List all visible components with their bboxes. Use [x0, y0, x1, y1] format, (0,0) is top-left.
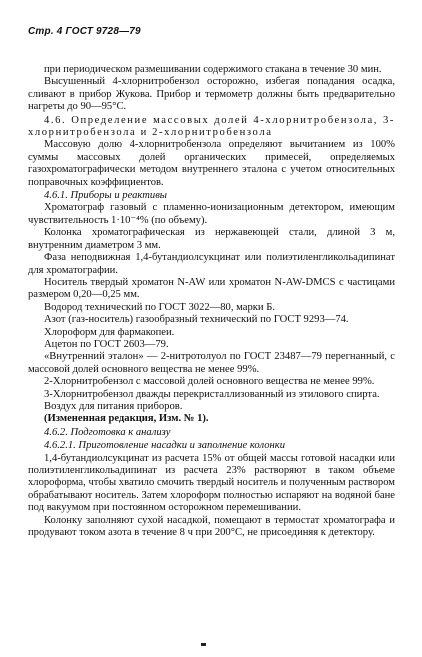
paragraph: Фаза неподвижная 1,4-бутандиолсукцинат или полиэтиленгликольадипинат для хроматографии.	[28, 252, 395, 276]
paragraph: Массовую долю 4-хлорнитробензола определяют вычитанием из 100% суммы массовых долей органических примесей, определяемых газохроматографически методом внутреннего эталона с учетом относительных поправочных коэффициентов.	[28, 139, 395, 188]
paragraph: Колонку заполняют сухой насадкой, помещают в термостат хроматографа и продувают током азота в течение 8 ч при 200°С, не присоединяя к детектору.	[28, 514, 395, 539]
subsection-heading: 4.6.2.1. Приготовление насадки и заполнение колонки	[44, 440, 285, 452]
document-body	[28, 64, 395, 539]
paragraph: 2-Хлорнитробензол с массовой долей основного вещества не менее 99%.	[44, 376, 375, 388]
paragraph: Ацетон по ГОСТ 2603—79.	[44, 338, 169, 350]
page-header: Стр. 4 ГОСТ 9728—79	[28, 26, 141, 37]
paragraph: Хроматограф газовый с пламенно-ионизационным детектором, имеющим чувствительность 1·10⁻⁴% (по объему).	[28, 202, 395, 226]
paragraph: Колонка хроматографическая из нержавеющей стали, длиной 3 м, внутренним диаметром 3 мм.	[28, 227, 395, 251]
paragraph: Воздух для питания приборов.	[44, 400, 183, 412]
paragraph: Водород технический по ГОСТ 3022—80, марки Б.	[44, 301, 275, 313]
paragraph: 3-Хлорнитробензол дважды перекристаллизованный из этилового спирта.	[44, 388, 380, 400]
amendment-note: (Измененная редакция, Изм. № 1).	[44, 413, 209, 425]
paragraph: Носитель твердый хроматон N-AW или хроматон N-AW-DMCS с частицами размером 0,20—0,25 мм.	[28, 276, 395, 301]
paragraph: при периодическом размешивании содержимого стакана в течение 30 мин.	[44, 64, 382, 75]
paragraph: Высушенный 4-хлорнитробензол осторожно, избегая попадания осадка, сливают в прибор Жукова. Прибор и термометр должны быть предварительно нагреты до 90—95°С.	[28, 76, 395, 113]
subsection-heading: 4.6.2. Подготовка к анализу	[44, 426, 171, 438]
paragraph: Хлороформ для фармакопеи.	[44, 326, 175, 338]
section-heading: 4.6. Определение массовых долей 4-хлорнитробензола, 3-хлорнитробензола и 2-хлорнитробензола	[28, 114, 395, 139]
subsection-heading: 4.6.1. Приборы и реактивы	[44, 190, 167, 202]
paragraph: 1,4-бутандиолсукцинат из расчета 15% от общей массы готовой насадки или полиэтиленгликольадипинат из расчета 23% растворяют в таком объеме хлороформа, чтобы хватило смочить твердый носитель и полученным раствором обрабатывают носитель. Затем хлороформ полностью испаряют на водяной бане под вакуумом при постоянном осторожном перемешивании.	[28, 452, 395, 514]
paragraph: «Внутренний эталон» — 2-нитротолуол по ГОСТ 23487—79 перегнанный, с массовой долей основного вещества не менее 99%.	[28, 351, 395, 375]
paragraph: Азот (газ-носитель) газообразный технический по ГОСТ 9293—74.	[44, 314, 349, 326]
page-mark	[201, 643, 206, 646]
